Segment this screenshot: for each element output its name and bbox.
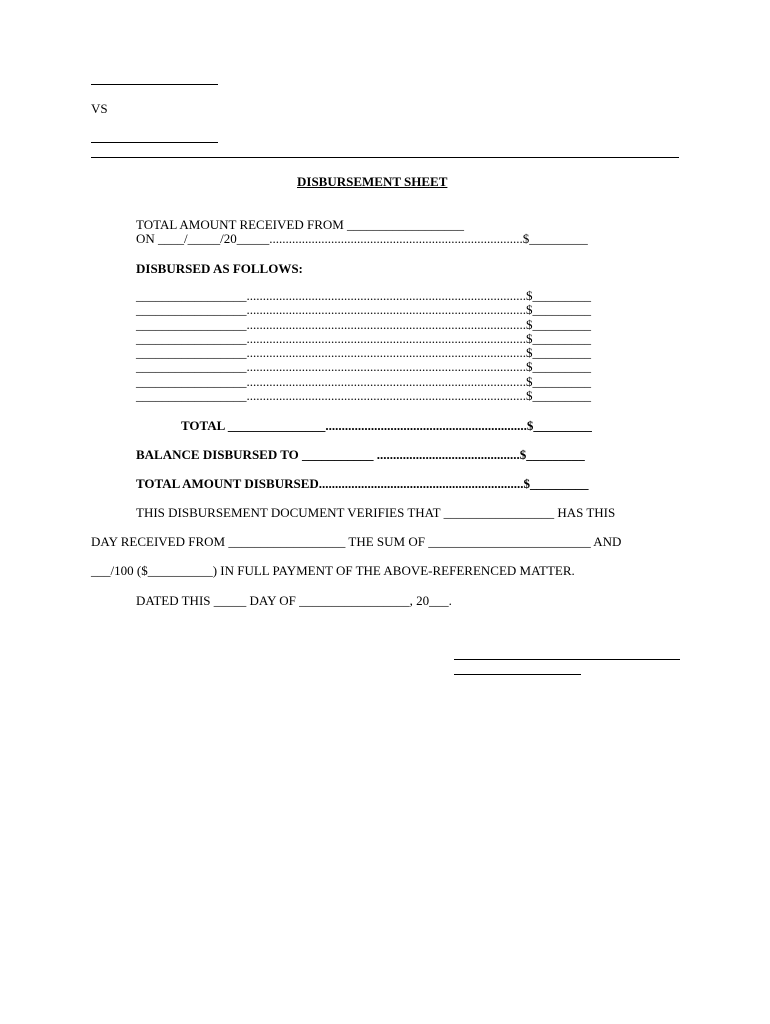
signature-name-blank[interactable] xyxy=(454,674,581,675)
verification-line-3: ___/100 ($__________) IN FULL PAYMENT OF THE ABOVE-REFERENCED MATTER. xyxy=(91,563,575,578)
document-title: DISBURSEMENT SHEET xyxy=(297,174,448,189)
vs-label: VS xyxy=(91,101,108,116)
party1-blank-line[interactable] xyxy=(91,84,218,85)
balance-disbursed-line: BALANCE DISBURSED TO ___________ ............................................$_________ xyxy=(136,447,585,462)
disbursement-lines xyxy=(136,289,591,403)
disbursement-line[interactable]: _________________......................................................................................$_________ xyxy=(136,345,591,361)
disbursed-heading: DISBURSED AS FOLLOWS: xyxy=(136,261,303,276)
total-disbursed-line: TOTAL AMOUNT DISBURSED...............................................................$_________ xyxy=(136,476,589,491)
disbursement-line[interactable]: _________________......................................................................................$_________ xyxy=(136,330,591,346)
party2-blank-line[interactable] xyxy=(91,142,218,143)
received-date-line: ON ____/_____/20_____..............................................................................$_________ xyxy=(136,231,588,246)
total-line: TOTAL _______________..............................................................$_________ xyxy=(181,418,592,433)
signature-line[interactable] xyxy=(454,659,680,660)
dated-line: DATED THIS _____ DAY OF _________________, 20___. xyxy=(136,593,452,608)
verification-line-2: DAY RECEIVED FROM __________________ THE SUM OF _________________________ AND xyxy=(91,534,622,549)
disbursement-line[interactable]: _________________......................................................................................$_________ xyxy=(136,288,591,303)
disbursement-line[interactable]: _________________......................................................................................$_________ xyxy=(136,359,591,375)
disbursement-line[interactable]: _________________......................................................................................$_________ xyxy=(136,388,591,404)
caption-divider xyxy=(91,157,679,158)
disbursement-line[interactable]: _________________......................................................................................$_________ xyxy=(136,316,591,332)
total-received-line: TOTAL AMOUNT RECEIVED FROM __________________ xyxy=(136,217,465,232)
disbursement-line[interactable]: _________________......................................................................................$_________ xyxy=(136,302,591,318)
disbursement-line[interactable]: _________________......................................................................................$_________ xyxy=(136,373,591,389)
verification-line-1: THIS DISBURSEMENT DOCUMENT VERIFIES THAT _________________ HAS THIS xyxy=(136,505,616,520)
